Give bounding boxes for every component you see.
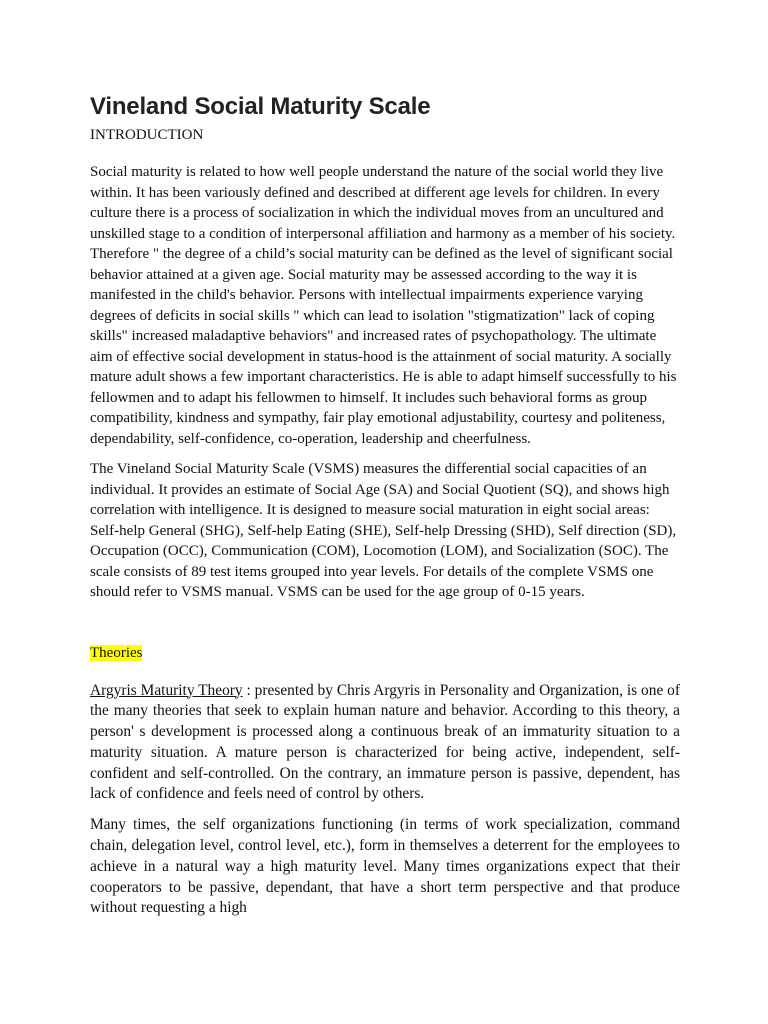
organizations-paragraph: Many times, the self organizations functioning (in terms of work specialization, command chain, delegation level, control level, etc.), form in themselves a deterrent for the employees to achieve in a natural way a high maturity level. Many times organizations expect that their cooperators to be passive, dependant, that have a short term perspective and that produce without requesting a high [90, 816, 680, 917]
vsms-paragraph: The Vineland Social Maturity Scale (VSMS) measures the differential social capacities of an individual. It provides an estimate of Social Age (SA) and Social Quotient (SQ), and shows high correlation with intelligence. It is designed to measure social maturation in eight social areas: Self-help General (SHG), Self-help Eating (SHE), Self-help Dressing (SHD), Self direction (SD), Occupation (OCC), Communication (COM), Locomotion (LOM), and Socialization (SOC). The scale consists of 89 test items grouped into year levels. For details of the complete VSMS one should refer to VSMS manual. VSMS can be used for the age group of 0-15 years. [90, 461, 677, 600]
theories-heading-block [90, 643, 680, 663]
argyris-term-link[interactable]: Argyris Maturity Theory [90, 681, 243, 699]
theories-heading: Theories [90, 644, 143, 661]
document-body [90, 92, 680, 919]
argyris-paragraph [90, 681, 680, 806]
introduction-heading: INTRODUCTION [90, 127, 204, 143]
intro-paragraph: Social maturity is related to how well people understand the nature of the social world they live within. It has been variously defined and described at different age levels for children. In every culture there is a process of socialization in which the individual moves from an uncultured and unskilled stage to a condition of interpersonal affiliation and harmony as a member of his society. Therefore " the degree of a child’s social maturity can be defined as the level of significant social behavior attained at a given age. Social maturity may be assessed according to the way it is manifested in the child's behavior. Persons with intellectual impairments experience varying degrees of deficits in social skills " which can lead to isolation "stigmatization" lack of coping skills" increased maladaptive behaviors" and increased rates of psychopathology. The ultimate aim of effective social development in status-hood is the attainment of social maturity. A socially mature adult shows a few important characteristics. He is able to adapt himself successfully to his fellowmen and to adapt his fellowmen to himself. It includes such behavioral forms as group compatibility, kindness and sympathy, fair play emotional adjustability, courtesy and politeness, dependability, self-confidence, co-operation, leadership and cheerfulness. [90, 164, 677, 447]
argyris-text: : presented by Chris Argyris in Personality and Organization, is one of the many theories that seek to explain human nature and behavior. According to this theory, a person' s development is processed along a continuous break of an immaturity situation to a maturity situation. A mature person is characterized for being active, independent, self-confident and self-controlled. On the contrary, an immature person is passive, dependent, has lack of confidence and feels need of control by others. [90, 681, 681, 803]
page-title: Vineland Social Maturity Scale [90, 93, 431, 120]
